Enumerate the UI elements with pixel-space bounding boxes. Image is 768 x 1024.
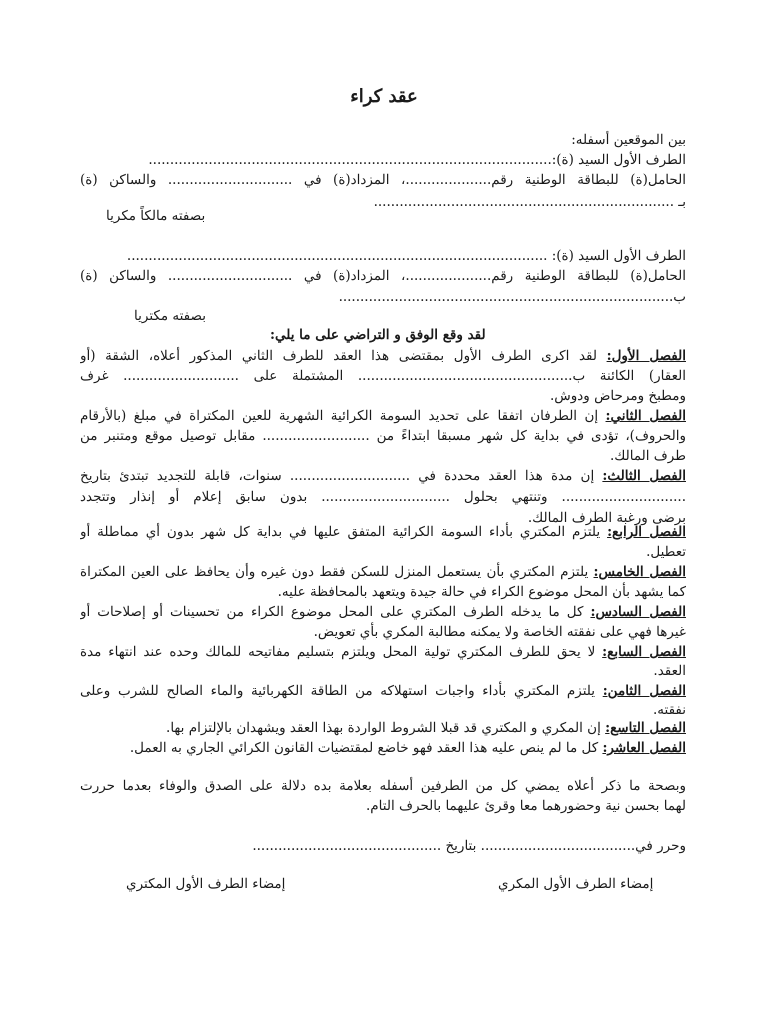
article-5-line-1: الفصل الخامس: يلتزم المكتري بأن يستعمل المنزل للسكن فقط دون غيره وأن يحافظ على العين المكتراة [80, 564, 686, 580]
lessor-signature-label: إمضاء الطرف الأول المكري [498, 876, 654, 892]
article-2-line-1: الفصل الثاني: إن الطرفان اتفقا على تحديد السومة الكرائية الشهرية للعين المكتراة في مبلغ (بالأرقام [80, 408, 686, 424]
article-6-line-1: الفصل السادس: كل ما يدخله الطرف المكتري على المحل موضوع الكراء من تحسينات أو إصلاحات أو [80, 604, 686, 620]
article-9-label: الفصل التاسع: [605, 720, 686, 736]
article-3-line-2: ............................. وتنتهي بحلول .............................. بدون سابق إعلام أو إنذار وتتجدد [80, 489, 686, 505]
party2-name-line: الطرف الأول السيد (ة): .................................................................................................. [126, 248, 686, 264]
article-1-line-3: ومطبخ ومرحاض ودوش. [550, 388, 686, 404]
article-10-label: الفصل العاشر: [602, 740, 686, 756]
article-1-line-1: الفصل الأول: لقد اكرى الطرف الأول بمقتضى هذا العقد للطرف الثاني المذكور أعلاه، الشقة (أو [80, 348, 686, 364]
article-6-line-2: غيرها فهي على نفقته الخاصة ولا يمكنه مطالبة المكري بأي تعويض. [313, 624, 686, 640]
party1-address-line: بـ ...................................................................... [373, 194, 686, 210]
article-1-label: الفصل الأول: [606, 348, 686, 364]
article-5-line-2: كما يشهد بأن المحل موضوع الكراء في حالة جيدة ويتعهد بالمحافظة عليه. [277, 584, 686, 600]
party1-name-line: الطرف الأول السيد (ة):.............................................................................................. [148, 152, 686, 168]
article-8-label: الفصل الثامن: [602, 683, 686, 699]
article-4-line-2: تعطيل. [646, 544, 686, 560]
article-5-label: الفصل الخامس: [593, 564, 686, 580]
agreement-heading: لقد وقع الوفق و التراضي على ما يلي: [270, 327, 486, 343]
article-9-line-1: الفصل التاسع: إن المكري و المكتري قد قبلا الشروط الواردة بهذا العقد ويشهدان بالإلتزام بها. [166, 720, 686, 736]
party2-address-line: ب.............................................................................. [338, 289, 686, 305]
signed-at-line: وحرر في.................................... بتاريخ ............................................ [252, 838, 686, 854]
party2-id-line: الحامل(ة) للبطاقة الوطنية رقم....................، المزداد(ة) في ............................. والساكن (ة) [80, 268, 686, 284]
article-2-line-2: والحروف)، تؤدى في بداية كل شهر مسبقا ابتداءً من ......................... مقابل توصيل موقع ومتنبر من [80, 428, 686, 444]
article-1-line-2: العقار) الكائنة ب.................................................. المشتملة على ........................... غرف [80, 368, 686, 384]
closing-line-1: وبصحة ما ذكر أعلاه يمضي كل من الطرفين أسفله بعلامة بده دلالة على الصدق والوفاء بعدما حررت [80, 778, 686, 794]
article-6-label: الفصل السادس: [590, 604, 686, 620]
article-2-line-3: طرف المالك. [609, 448, 686, 464]
intro-line: بين الموقعين أسفله: [571, 132, 686, 148]
article-8-line-1: الفصل الثامن: يلتزم المكتري بأداء واجبات استهلاكه من الطاقة الكهربائية والماء الصالح للشرب وعلى [80, 683, 686, 699]
article-4-line-1: الفصل الرابع: يلتزم المكتري بأداء السومة الكرائية المتفق عليها في بداية كل شهر بدون أي مماطلة أو [80, 524, 686, 540]
article-3-label: الفصل الثالث: [602, 468, 686, 484]
article-2-label: الفصل الثاني: [605, 408, 686, 424]
article-7-line-1: الفصل السابع: لا يحق للطرف المكتري تولية المحل ويلتزم بتسليم مفاتيحه للمالك وحده عند انتهاء مدة [80, 644, 686, 660]
lessee-signature-label: إمضاء الطرف الأول المكتري [126, 876, 286, 892]
article-7-label: الفصل السابع: [602, 644, 686, 660]
article-3-line-3: برضى ورغبة الطرف المالك. [527, 510, 686, 526]
party2-role: بصفته مكتريا [134, 308, 206, 324]
party1-role: بصفته مالكاً مكريا [106, 208, 206, 224]
article-7-line-2: العقد. [653, 663, 686, 679]
article-4-label: الفصل الرابع: [607, 524, 686, 540]
article-3-line-1: الفصل الثالث: إن مدة هذا العقد محددة في ............................ سنوات، قابلة للتجديد تبتدئ بتاريخ [80, 468, 686, 484]
article-10-line-1: الفصل العاشر: كل ما لم ينص عليه هذا العقد فهو خاضع لمقتضيات القانون الكرائي الجاري به العمل. [129, 740, 686, 756]
party1-id-line: الحامل(ة) للبطاقة الوطنية رقم....................، المزداد(ة) في ............................. والساكن (ة) [80, 172, 686, 188]
document-title: عقد كراء [350, 86, 418, 107]
article-8-line-2: نفقته. [652, 702, 686, 718]
closing-line-2: لهما بحسن نية وحضورهما معا وقرئ عليهما بالحرف التام. [366, 798, 686, 814]
